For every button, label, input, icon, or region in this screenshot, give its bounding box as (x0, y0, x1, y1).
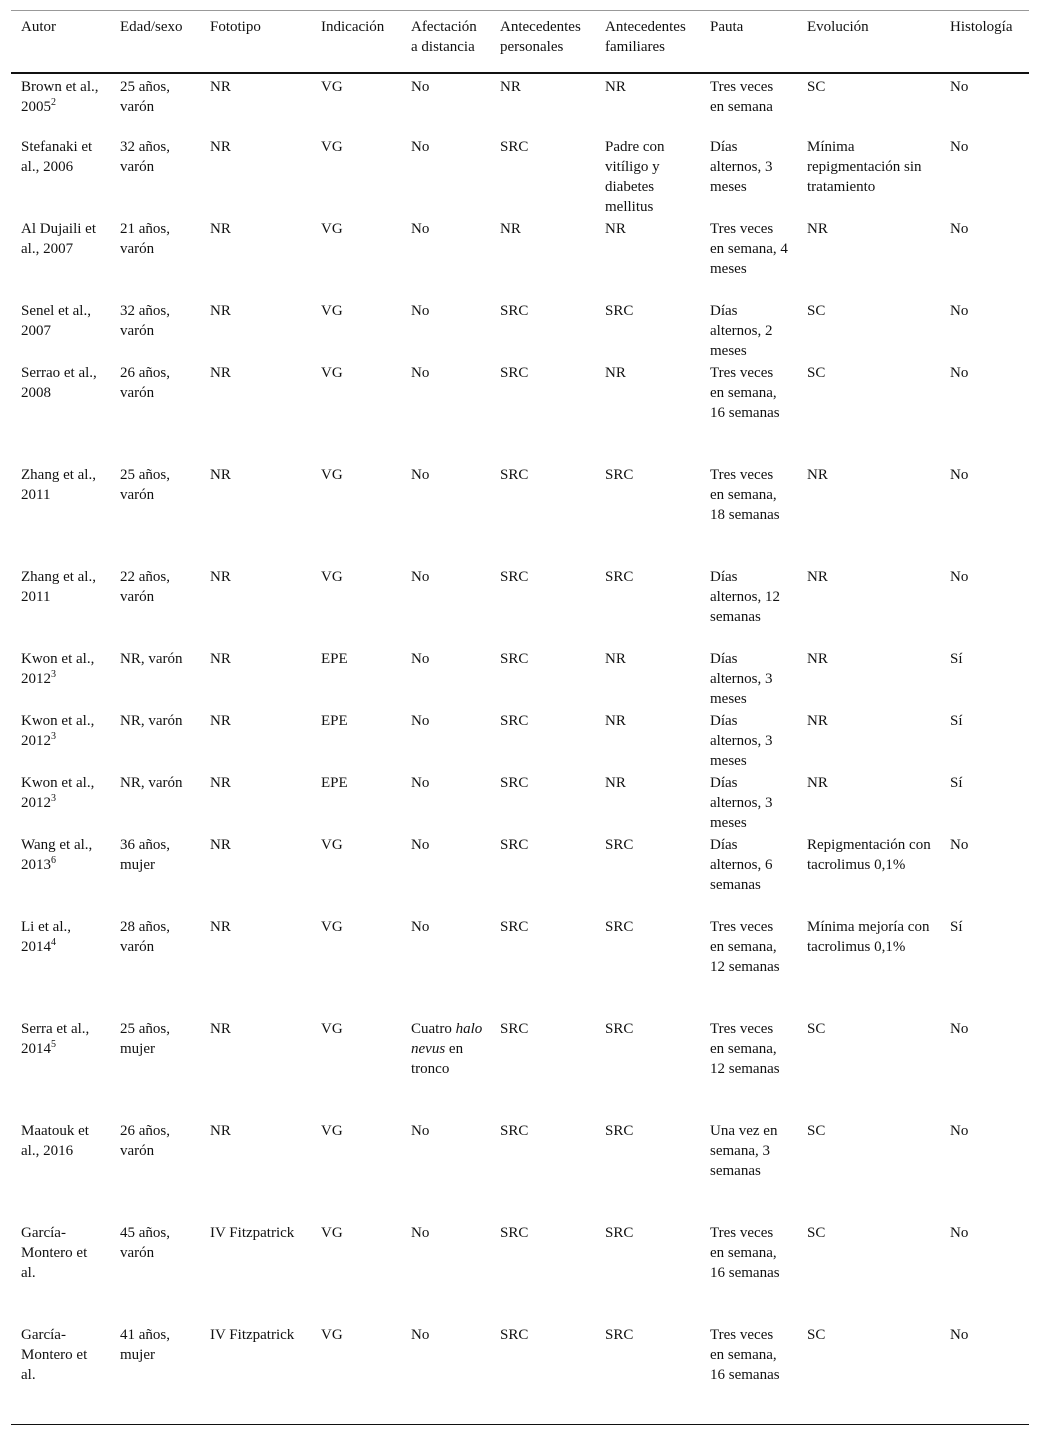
table-row (11, 771, 1029, 833)
author-cell (11, 1221, 110, 1323)
indication-cell: EPE (321, 650, 348, 667)
age-sex-cell: 22 años, varón (120, 568, 170, 605)
histology-cell: No (950, 1020, 969, 1037)
column-header: Pauta (710, 19, 744, 35)
histology-cell: Sí (950, 774, 963, 791)
distant-involvement-cell: No (411, 568, 430, 585)
table-row (11, 565, 1029, 647)
outcome-cell: SC (807, 1020, 826, 1037)
age-sex-cell: 25 años, mujer (120, 1020, 170, 1057)
age-sex-cell: 45 años, varón (120, 1224, 170, 1261)
author-name: Maatouk et al., 2016 (21, 1122, 89, 1159)
age-sex-cell: 28 años, varón (120, 918, 170, 955)
author-name: Zhang et al., 2011 (21, 466, 96, 503)
family-history-cell: NR (605, 364, 626, 381)
family-history-cell: SRC (605, 836, 634, 853)
column-header: Edad/sexo (120, 19, 183, 35)
age-sex-cell: 41 años, mujer (120, 1326, 170, 1363)
column-header: Antecedentes familiares (605, 19, 686, 55)
phototype-cell: IV Fitzpatrick (210, 1326, 295, 1343)
regimen-cell: Días alternos, 12 semanas (710, 568, 780, 625)
personal-history-cell: SRC (500, 1020, 529, 1037)
data-table (11, 10, 1029, 1425)
histology-cell: Sí (950, 918, 963, 935)
age-sex-cell: 26 años, varón (120, 364, 170, 401)
reference-superscript: 3 (51, 792, 56, 804)
author-name: Kwon et al., 2012 (21, 650, 95, 687)
regimen-cell: Días alternos, 3 meses (710, 774, 773, 831)
distant-involvement-cell: No (411, 364, 430, 381)
indication-cell: VG (321, 836, 343, 853)
reference-superscript: 3 (51, 730, 56, 742)
author-name: García-Montero et al. (21, 1326, 88, 1383)
author-cell (11, 1017, 110, 1119)
regimen-cell: Tres veces en semana, 16 semanas (710, 1224, 780, 1281)
reference-superscript: 6 (51, 854, 56, 866)
phototype-cell: NR (210, 302, 231, 319)
indication-cell: VG (321, 1020, 343, 1037)
family-history-cell: SRC (605, 1224, 634, 1241)
table-row (11, 1323, 1029, 1425)
indication-cell: VG (321, 1326, 343, 1343)
personal-history-cell: SRC (500, 918, 529, 935)
table-row (11, 709, 1029, 771)
regimen-cell: Tres veces en semana, 12 semanas (710, 918, 780, 975)
distant-involvement-cell: No (411, 836, 430, 853)
author-cell (11, 915, 110, 1017)
outcome-cell: SC (807, 78, 826, 95)
regimen-cell: Días alternos, 3 meses (710, 712, 773, 769)
distant-involvement-cell (401, 1017, 490, 1119)
histology-cell: No (950, 220, 969, 237)
author-cell (11, 1119, 110, 1221)
reference-superscript: 4 (51, 936, 56, 948)
column-header: Fototipo (210, 19, 261, 35)
personal-history-cell: NR (500, 220, 521, 237)
histology-cell: No (950, 302, 969, 319)
phototype-cell: NR (210, 712, 231, 729)
author-cell (11, 463, 110, 565)
table-row (11, 463, 1029, 565)
outcome-cell: NR (807, 466, 828, 483)
family-history-cell: NR (605, 78, 626, 95)
table-row (11, 1119, 1029, 1221)
reference-superscript: 3 (51, 668, 56, 680)
distant-involvement-cell: No (411, 650, 430, 667)
regimen-cell: Una vez en semana, 3 semanas (710, 1122, 778, 1179)
age-sex-cell: NR, varón (120, 774, 183, 791)
distant-involvement-cell: No (411, 1224, 430, 1241)
indication-cell: VG (321, 568, 343, 585)
outcome-cell: NR (807, 712, 828, 729)
regimen-cell: Días alternos, 2 meses (710, 302, 773, 359)
distant-involvement-cell: No (411, 466, 430, 483)
author-cell (11, 771, 110, 833)
distant-involvement-cell: No (411, 138, 430, 155)
distant-involvement-cell: No (411, 918, 430, 935)
personal-history-cell: SRC (500, 1224, 529, 1241)
column-header: Autor (21, 19, 56, 35)
author-cell (11, 217, 110, 299)
author-cell (11, 833, 110, 915)
phototype-cell: NR (210, 138, 231, 155)
personal-history-cell: SRC (500, 774, 529, 791)
outcome-cell: SC (807, 1224, 826, 1241)
outcome-cell: NR (807, 568, 828, 585)
family-history-cell: SRC (605, 466, 634, 483)
regimen-cell: Tres veces en semana, 4 meses (710, 220, 788, 277)
phototype-cell: NR (210, 1122, 231, 1139)
age-sex-cell: NR, varón (120, 712, 183, 729)
distant-involvement-text: en tronco (411, 1040, 464, 1077)
distant-involvement-cell: No (411, 712, 430, 729)
regimen-cell: Tres veces en semana, 16 semanas (710, 364, 780, 421)
outcome-cell: SC (807, 302, 826, 319)
histology-cell: No (950, 138, 969, 155)
table-row (11, 915, 1029, 1017)
personal-history-cell: SRC (500, 1122, 529, 1139)
outcome-cell: Mínima repigmentación sin tratamiento (807, 138, 922, 195)
distant-involvement-cell: No (411, 774, 430, 791)
histology-cell: No (950, 78, 969, 95)
personal-history-cell: NR (500, 78, 521, 95)
family-history-cell: SRC (605, 568, 634, 585)
indication-cell: VG (321, 1224, 343, 1241)
histology-cell: No (950, 1122, 969, 1139)
author-cell (11, 135, 110, 217)
phototype-cell: NR (210, 466, 231, 483)
author-name: Al Dujaili et al., 2007 (21, 220, 96, 257)
phototype-cell: NR (210, 364, 231, 381)
family-history-cell: SRC (605, 918, 634, 935)
personal-history-cell: SRC (500, 138, 529, 155)
column-header: Indicación (321, 19, 385, 35)
phototype-cell: NR (210, 918, 231, 935)
table-row (11, 1221, 1029, 1323)
phototype-cell: NR (210, 836, 231, 853)
family-history-cell: NR (605, 712, 626, 729)
family-history-cell: SRC (605, 1122, 634, 1139)
table-row (11, 73, 1029, 135)
author-name: Wang et al., 2013 (21, 836, 93, 873)
indication-cell: VG (321, 918, 343, 935)
outcome-cell: Repigmentación con tacrolimus 0,1% (807, 836, 931, 873)
regimen-cell: Tres veces en semana (710, 78, 774, 115)
family-history-cell: SRC (605, 1326, 634, 1343)
phototype-cell: NR (210, 1020, 231, 1037)
outcome-cell: SC (807, 364, 826, 381)
histology-cell: Sí (950, 712, 963, 729)
age-sex-cell: 26 años, varón (120, 1122, 170, 1159)
table-body (11, 73, 1029, 1425)
distant-involvement-cell: No (411, 1326, 430, 1343)
indication-cell: VG (321, 364, 343, 381)
column-header: Antecedentes personales (500, 19, 581, 55)
indication-cell: EPE (321, 774, 348, 791)
table-header-row (11, 11, 1029, 73)
table-row (11, 647, 1029, 709)
histology-cell: No (950, 568, 969, 585)
indication-cell: VG (321, 138, 343, 155)
family-history-cell: SRC (605, 302, 634, 319)
regimen-cell: Días alternos, 3 meses (710, 650, 773, 707)
personal-history-cell: SRC (500, 302, 529, 319)
personal-history-cell: SRC (500, 568, 529, 585)
indication-cell: VG (321, 1122, 343, 1139)
family-history-cell: NR (605, 220, 626, 237)
phototype-cell: IV Fitzpatrick (210, 1224, 295, 1241)
author-cell (11, 709, 110, 771)
histology-cell: No (950, 1326, 969, 1343)
reference-superscript: 2 (51, 96, 56, 108)
regimen-cell: Días alternos, 3 meses (710, 138, 773, 195)
indication-cell: VG (321, 466, 343, 483)
outcome-cell: Mínima mejoría con tacrolimus 0,1% (807, 918, 930, 955)
reference-superscript: 5 (51, 1038, 56, 1050)
personal-history-cell: SRC (500, 364, 529, 381)
table-row (11, 217, 1029, 299)
author-name: Stefanaki et al., 2006 (21, 138, 93, 175)
histology-cell: No (950, 836, 969, 853)
table-row (11, 135, 1029, 217)
outcome-cell: SC (807, 1326, 826, 1343)
phototype-cell: NR (210, 568, 231, 585)
author-name: Kwon et al., 2012 (21, 712, 95, 749)
histology-cell: No (950, 1224, 969, 1241)
family-history-cell: NR (605, 650, 626, 667)
age-sex-cell: NR, varón (120, 650, 183, 667)
distant-involvement-cell: No (411, 220, 430, 237)
author-name: Kwon et al., 2012 (21, 774, 95, 811)
author-cell (11, 73, 110, 135)
distant-involvement-text: halo nevus (411, 1020, 483, 1057)
author-name: Senel et al., 2007 (21, 302, 91, 339)
table-row (11, 833, 1029, 915)
table-row (11, 361, 1029, 463)
histology-cell: No (950, 364, 969, 381)
column-header: Afectación a distancia (411, 19, 477, 55)
regimen-cell: Tres veces en semana, 18 semanas (710, 466, 780, 523)
outcome-cell: NR (807, 220, 828, 237)
author-cell (11, 299, 110, 361)
distant-involvement-cell: No (411, 78, 430, 95)
table-row (11, 299, 1029, 361)
outcome-cell: NR (807, 774, 828, 791)
personal-history-cell: SRC (500, 836, 529, 853)
data-table-container (11, 10, 1029, 1425)
column-header: Histología (950, 19, 1013, 35)
phototype-cell: NR (210, 774, 231, 791)
author-name: García-Montero et al. (21, 1224, 88, 1281)
author-cell (11, 1323, 110, 1425)
distant-involvement-cell: No (411, 1122, 430, 1139)
age-sex-cell: 25 años, varón (120, 78, 170, 115)
age-sex-cell: 32 años, varón (120, 138, 170, 175)
regimen-cell: Tres veces en semana, 16 semanas (710, 1326, 780, 1383)
outcome-cell: NR (807, 650, 828, 667)
indication-cell: EPE (321, 712, 348, 729)
table-row (11, 1017, 1029, 1119)
author-cell (11, 565, 110, 647)
personal-history-cell: SRC (500, 1326, 529, 1343)
phototype-cell: NR (210, 220, 231, 237)
author-name: Serrao et al., 2008 (21, 364, 97, 401)
phototype-cell: NR (210, 650, 231, 667)
family-history-cell: NR (605, 774, 626, 791)
column-header: Evolución (807, 19, 869, 35)
phototype-cell: NR (210, 78, 231, 95)
indication-cell: VG (321, 78, 343, 95)
age-sex-cell: 25 años, varón (120, 466, 170, 503)
histology-cell: Sí (950, 650, 963, 667)
author-cell (11, 647, 110, 709)
personal-history-cell: SRC (500, 712, 529, 729)
age-sex-cell: 36 años, mujer (120, 836, 170, 873)
indication-cell: VG (321, 302, 343, 319)
author-name: Li et al., 2014 (21, 918, 71, 955)
indication-cell: VG (321, 220, 343, 237)
age-sex-cell: 32 años, varón (120, 302, 170, 339)
personal-history-cell: SRC (500, 650, 529, 667)
distant-involvement-text: Cuatro (411, 1020, 456, 1037)
personal-history-cell: SRC (500, 466, 529, 483)
regimen-cell: Tres veces en semana, 12 semanas (710, 1020, 780, 1077)
author-name: Zhang et al., 2011 (21, 568, 96, 605)
outcome-cell: SC (807, 1122, 826, 1139)
author-cell (11, 361, 110, 463)
histology-cell: No (950, 466, 969, 483)
author-name: Brown et al., 2005 (21, 78, 99, 115)
author-name: Serra et al., 2014 (21, 1020, 90, 1057)
regimen-cell: Días alternos, 6 semanas (710, 836, 773, 893)
family-history-cell: Padre con vitíligo y diabetes mellitus (605, 138, 665, 215)
distant-involvement-cell: No (411, 302, 430, 319)
age-sex-cell: 21 años, varón (120, 220, 170, 257)
family-history-cell: SRC (605, 1020, 634, 1037)
